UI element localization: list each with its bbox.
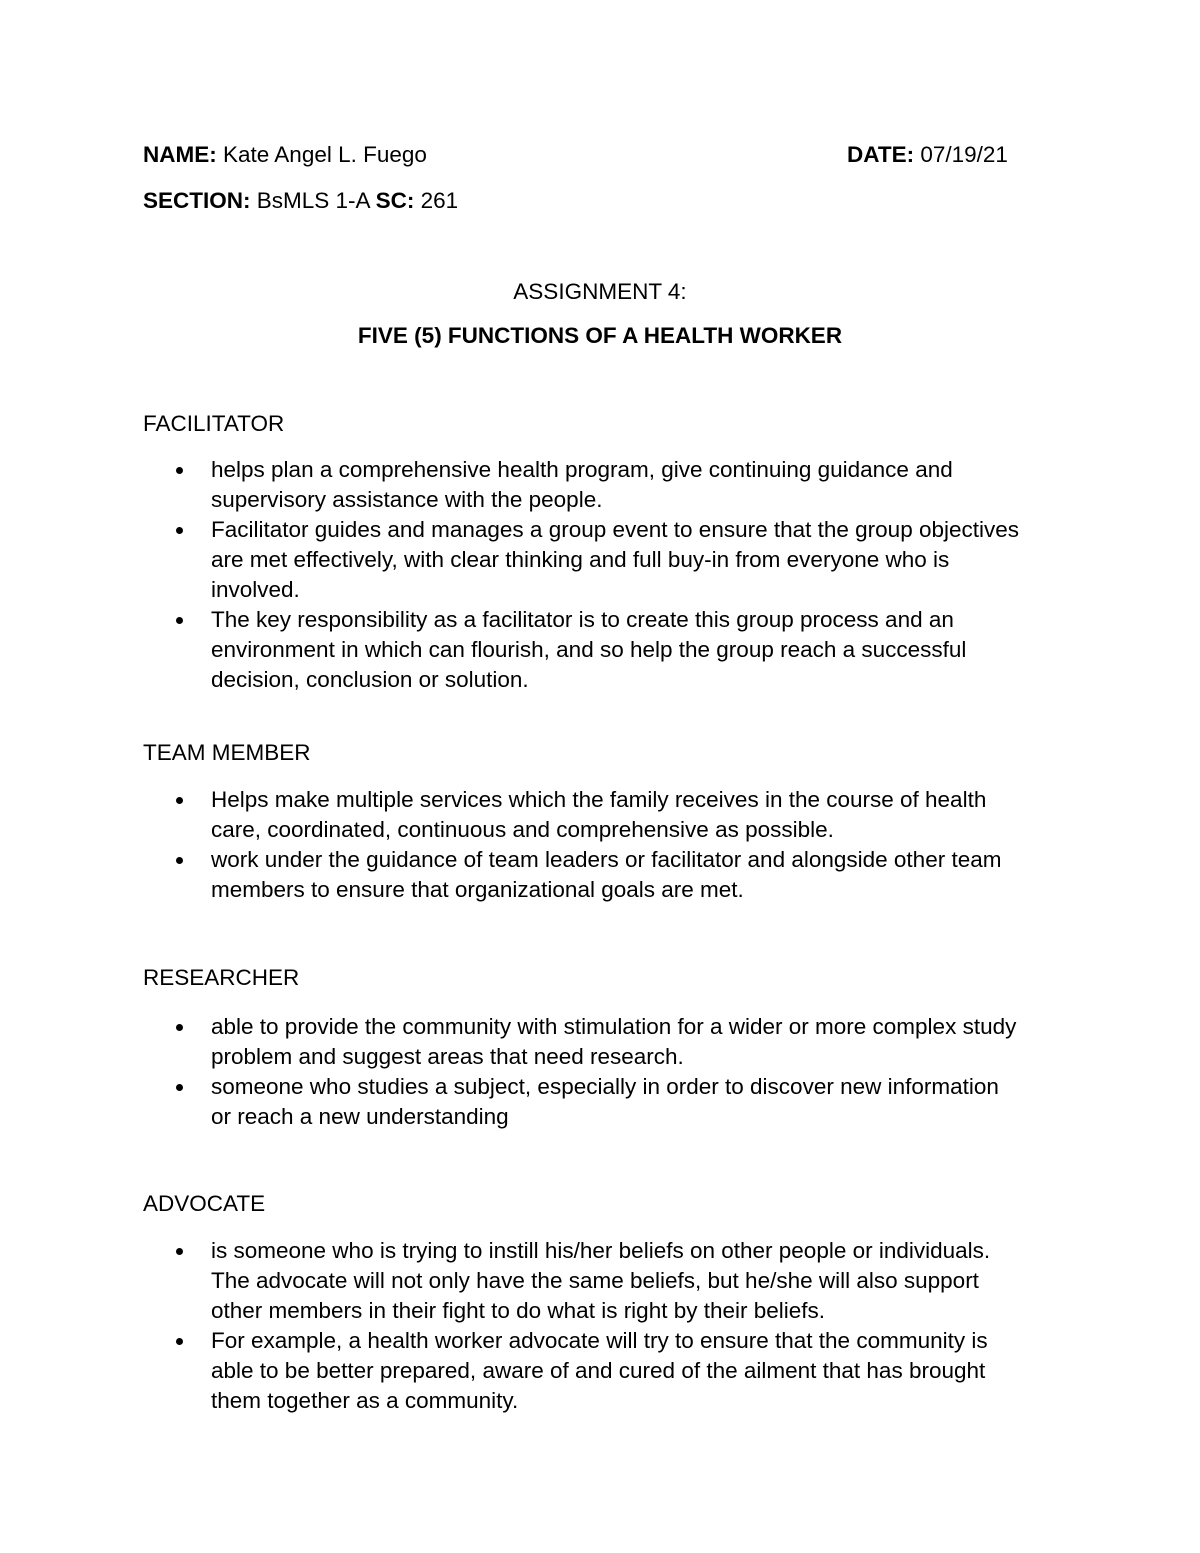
date-label: DATE: — [847, 142, 915, 167]
assignment-label: ASSIGNMENT 4: — [513, 279, 687, 304]
section-heading-facilitator: FACILITATOR — [143, 411, 285, 436]
bullet-icon — [176, 1248, 183, 1255]
list-item: is someone who is trying to instill his/her beliefs on other people or individuals. The advocate will not only have the same beliefs, but he/she will also support other members in their fight to do what is right by their beliefs. — [143, 1236, 1143, 1326]
name-value: Kate Angel L. Fuego — [216, 142, 427, 167]
list-item: Facilitator guides and manages a group event to ensure that the group objectives are met effectively, with clear thinking and full buy-in from everyone who is involved. — [143, 515, 1143, 605]
name-line — [143, 144, 427, 167]
list-item: helps plan a comprehensive health program, give continuing guidance and supervisory assistance with the people. — [143, 455, 1143, 515]
facilitator-bullet-list — [143, 455, 1143, 695]
bullet-icon — [176, 1084, 183, 1091]
bullet-icon — [176, 467, 183, 474]
list-item: able to provide the community with stimulation for a wider or more complex study problem and suggest areas that need research. — [143, 1012, 1143, 1072]
list-item: someone who studies a subject, especially in order to discover new information or reach a new understanding — [143, 1072, 1143, 1132]
section-line — [143, 190, 458, 213]
section-heading-advocate: ADVOCATE — [143, 1191, 266, 1216]
section-value: BsMLS 1-A — [250, 188, 376, 213]
section-heading-researcher: RESEARCHER — [143, 965, 300, 990]
list-item: The key responsibility as a facilitator is to create this group process and an environment in which can flourish, and so help the group reach a successful decision, conclusion or solution. — [143, 605, 1143, 695]
name-label: NAME: — [143, 142, 217, 167]
sc-value: 261 — [414, 188, 459, 213]
date-value: 07/19/21 — [914, 142, 1008, 167]
sc-label: SC: — [375, 188, 415, 213]
researcher-bullet-list — [143, 1012, 1143, 1132]
section-label: SECTION: — [143, 188, 251, 213]
advocate-bullet-list — [143, 1236, 1143, 1416]
section-heading-team-member: TEAM MEMBER — [143, 740, 311, 765]
bullet-icon — [176, 1024, 183, 1031]
list-item: For example, a health worker advocate will try to ensure that the community is able to be better prepared, aware of and cured of the ailment that has brought them together as a community. — [143, 1326, 1143, 1416]
bullet-icon — [176, 1338, 183, 1345]
bullet-icon — [176, 857, 183, 864]
bullet-icon — [176, 617, 183, 624]
bullet-icon — [176, 527, 183, 534]
date-line — [847, 144, 1008, 167]
team-member-bullet-list — [143, 785, 1143, 905]
list-item: Helps make multiple services which the family receives in the course of health care, coordinated, continuous and comprehensive as possible. — [143, 785, 1143, 845]
list-item: work under the guidance of team leaders or facilitator and alongside other team members to ensure that organizational goals are met. — [143, 845, 1143, 905]
bullet-icon — [176, 797, 183, 804]
assignment-title: FIVE (5) FUNCTIONS OF A HEALTH WORKER — [357, 323, 843, 348]
